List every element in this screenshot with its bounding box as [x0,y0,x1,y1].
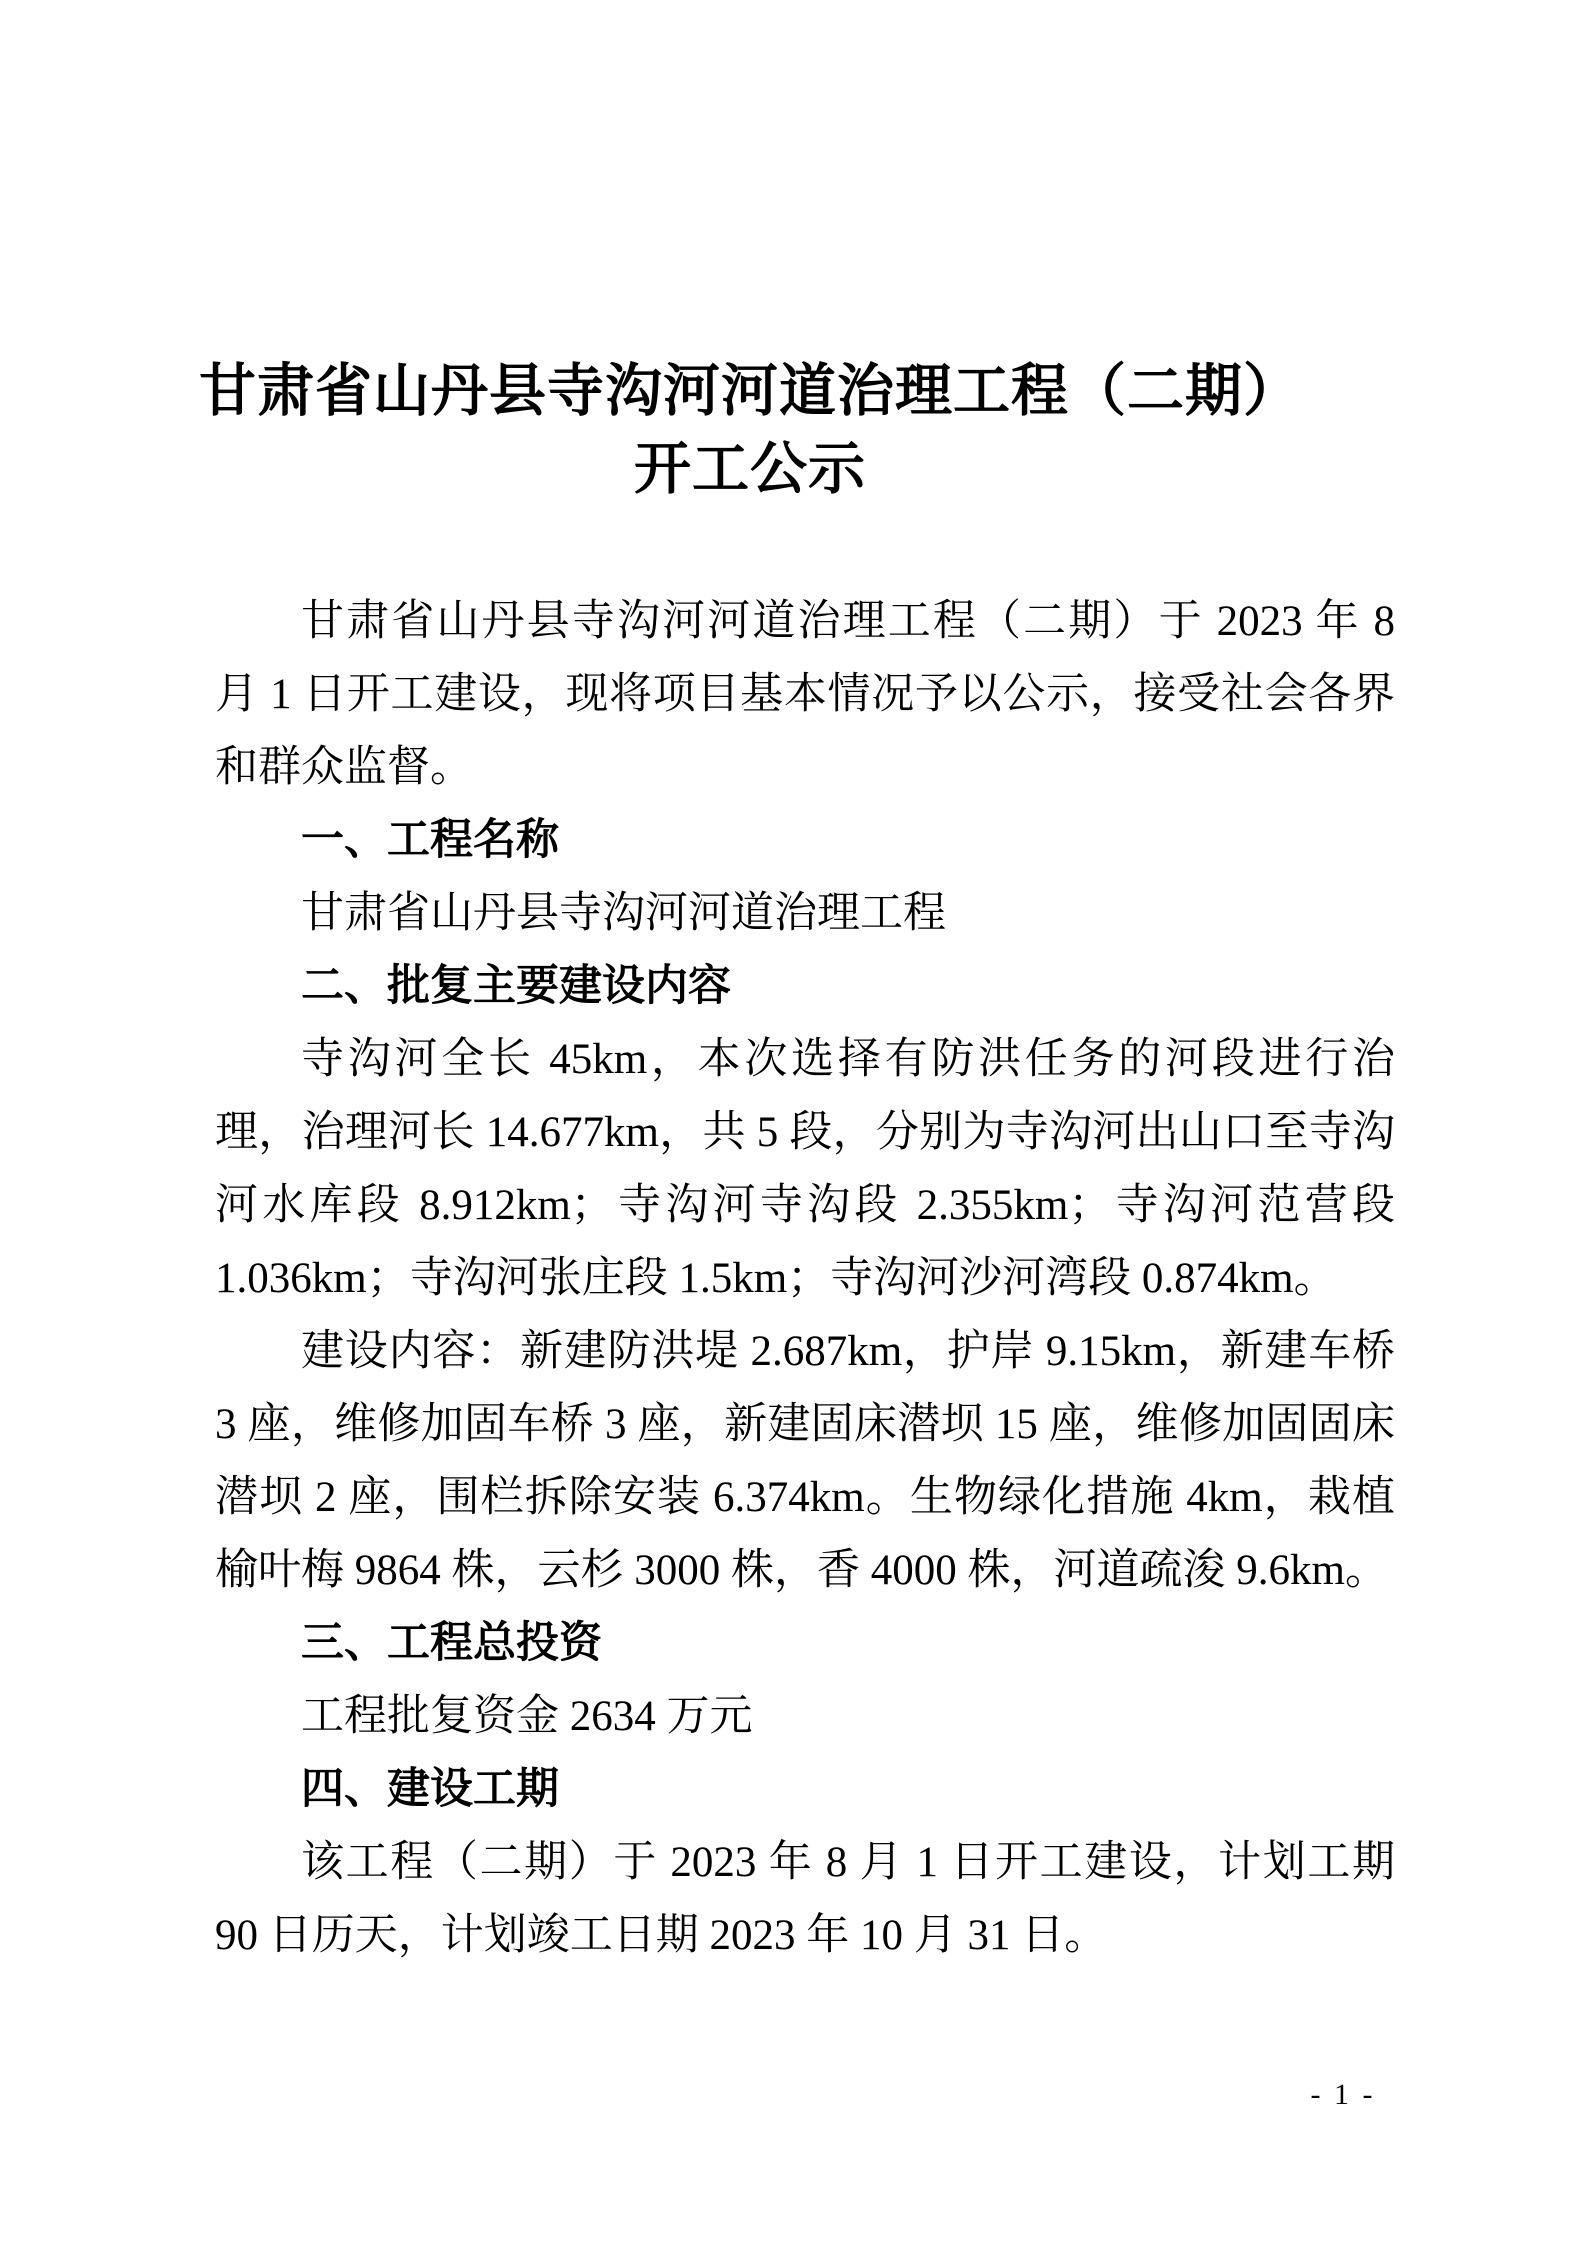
paragraph-construction-period: 该工程（二期）于 2023 年 8 月 1 日开工建设，计划工期 90 日历天，计划竣工日期 2023 年 10 月 31 日。 [215,1839,1395,1959]
document-title [95,353,1405,509]
document-title-line-2: 开工公示 [634,438,866,501]
paragraph-intro: 甘肃省山丹县寺沟河河道治理工程（二期）于 2023 年 8 月 1 日开工建设，现将项目基本情况予以公示，接受社会各界和群众监督。 [215,598,1395,791]
section-heading-approved-content: 二、批复主要建设内容 [301,963,731,1010]
paragraph-river-sections: 寺沟河全长 45km，本次选择有防洪任务的河段进行治理，治理河长 14.677km，共 5 段，分别为寺沟河出山口至寺沟河水库段 8.912km；寺沟河寺沟段 2.355km；寺沟河范营段 1.036km；寺沟河张庄段 1.5km；寺沟河沙河湾段 0.874km。 [215,1036,1395,1302]
paragraph-approved-funds: 工程批复资金 2634 万元 [301,1693,753,1740]
section-heading-total-investment: 三、工程总投资 [301,1620,602,1667]
document-title-line-1: 甘肃省山丹县寺沟河河道治理工程（二期） [199,360,1301,423]
section-heading-project-name: 一、工程名称 [301,817,559,864]
page-number: - 1 - [1310,2078,1376,2111]
paragraph-project-name: 甘肃省山丹县寺沟河河道治理工程 [301,890,946,937]
document-body [215,585,1395,1972]
section-heading-construction-period: 四、建设工期 [301,1766,559,1813]
paragraph-construction-content: 建设内容：新建防洪堤 2.687km，护岸 9.15km，新建车桥 3 座，维修加固车桥 3 座，新建固床潜坝 15 座，维修加固固床潜坝 2 座，围栏拆除安装 6.374km。生物绿化措施 4km，栽植榆叶梅 9864 株，云杉 3000 株，香 4000 株，河道疏浚 9.6km。 [215,1328,1395,1594]
